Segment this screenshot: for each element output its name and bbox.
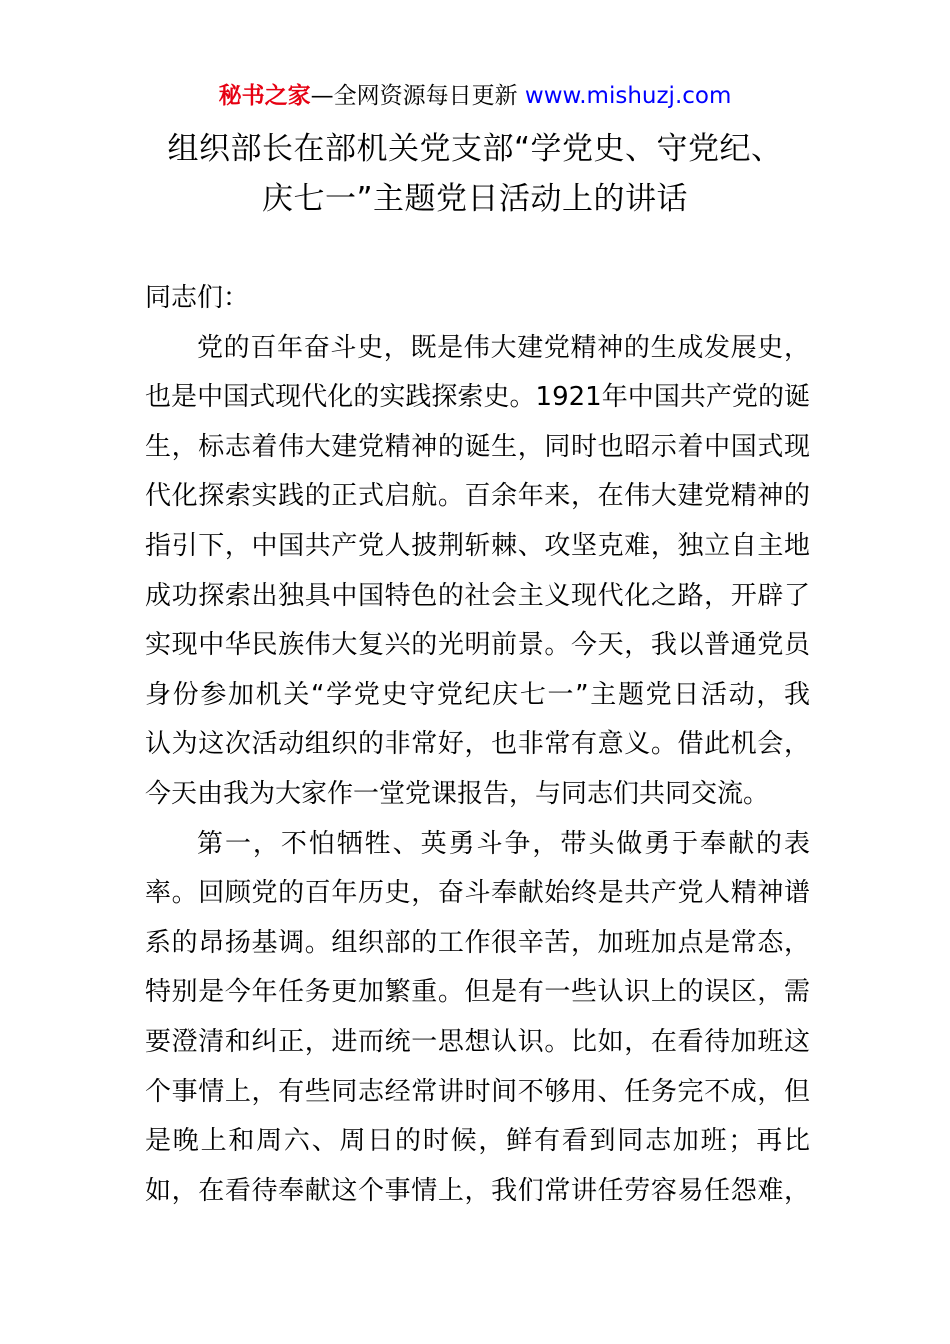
site-url-link[interactable]: www.mishuzj.com (524, 83, 732, 109)
body-line: 身份参加机关“学党史守党纪庆七一”主题党日活动，我 (145, 679, 810, 710)
body-line: 特别是今年任务更加繁重。但是有一些认识上的误区，需 (145, 977, 810, 1008)
header-dash: — (310, 83, 334, 109)
body-line: 系的昂扬基调。组织部的工作很辛苦，加班加点是常态， (145, 927, 810, 958)
body-line: 第一，不怕牺牲、英勇斗争，带头做勇于奉献的表 (197, 828, 810, 859)
site-brand: 秘书之家 (218, 83, 311, 109)
body-line: 生，标志着伟大建党精神的诞生，同时也昭示着中国式现 (145, 431, 810, 462)
body-line: 成功探索出独具中国特色的社会主义现代化之路，开辟了 (145, 580, 810, 611)
document-body (145, 274, 810, 1216)
body-line: 个事情上，有些同志经常讲时间不够用、任务完不成，但 (145, 1076, 810, 1107)
body-line: 指引下，中国共产党人披荆斩棘、攻坚克难，独立自主地 (145, 530, 810, 561)
title-line-1: 组织部长在部机关党支部“学党史、守党纪、 (167, 131, 783, 167)
salutation: 同志们： (145, 283, 250, 313)
site-slogan: 全网资源每日更新 (333, 83, 518, 109)
body-line: 今天由我为大家作一堂党课报告，与同志们共同交流。 (145, 778, 770, 809)
body-line: 是晚上和周六、周日的时候，鲜有看到同志加班；再比 (145, 1126, 810, 1157)
body-line: 代化探索实践的正式启航。百余年来，在伟大建党精神的 (145, 481, 810, 512)
body-line: 也是中国式现代化的实践探索史。1921年中国共产党的诞 (145, 382, 810, 413)
body-line: 实现中华民族伟大复兴的光明前景。今天，我以普通党员 (145, 630, 810, 661)
body-line: 如，在看待奉献这个事情上，我们常讲任劳容易任怨难， (145, 1175, 810, 1206)
body-line: 要澄清和纠正，进而统一思想认识。比如，在看待加班这 (145, 1026, 810, 1057)
document-title (0, 124, 950, 224)
body-line: 率。回顾党的百年历史，奋斗奉献始终是共产党人精神谱 (145, 878, 810, 909)
body-line: 党的百年奋斗史，既是伟大建党精神的生成发展史， (197, 332, 810, 363)
site-header (0, 80, 950, 112)
title-line-2: 庆七一”主题党日活动上的讲话 (261, 181, 689, 217)
body-line: 认为这次活动组织的非常好，也非常有意义。借此机会， (145, 729, 810, 760)
